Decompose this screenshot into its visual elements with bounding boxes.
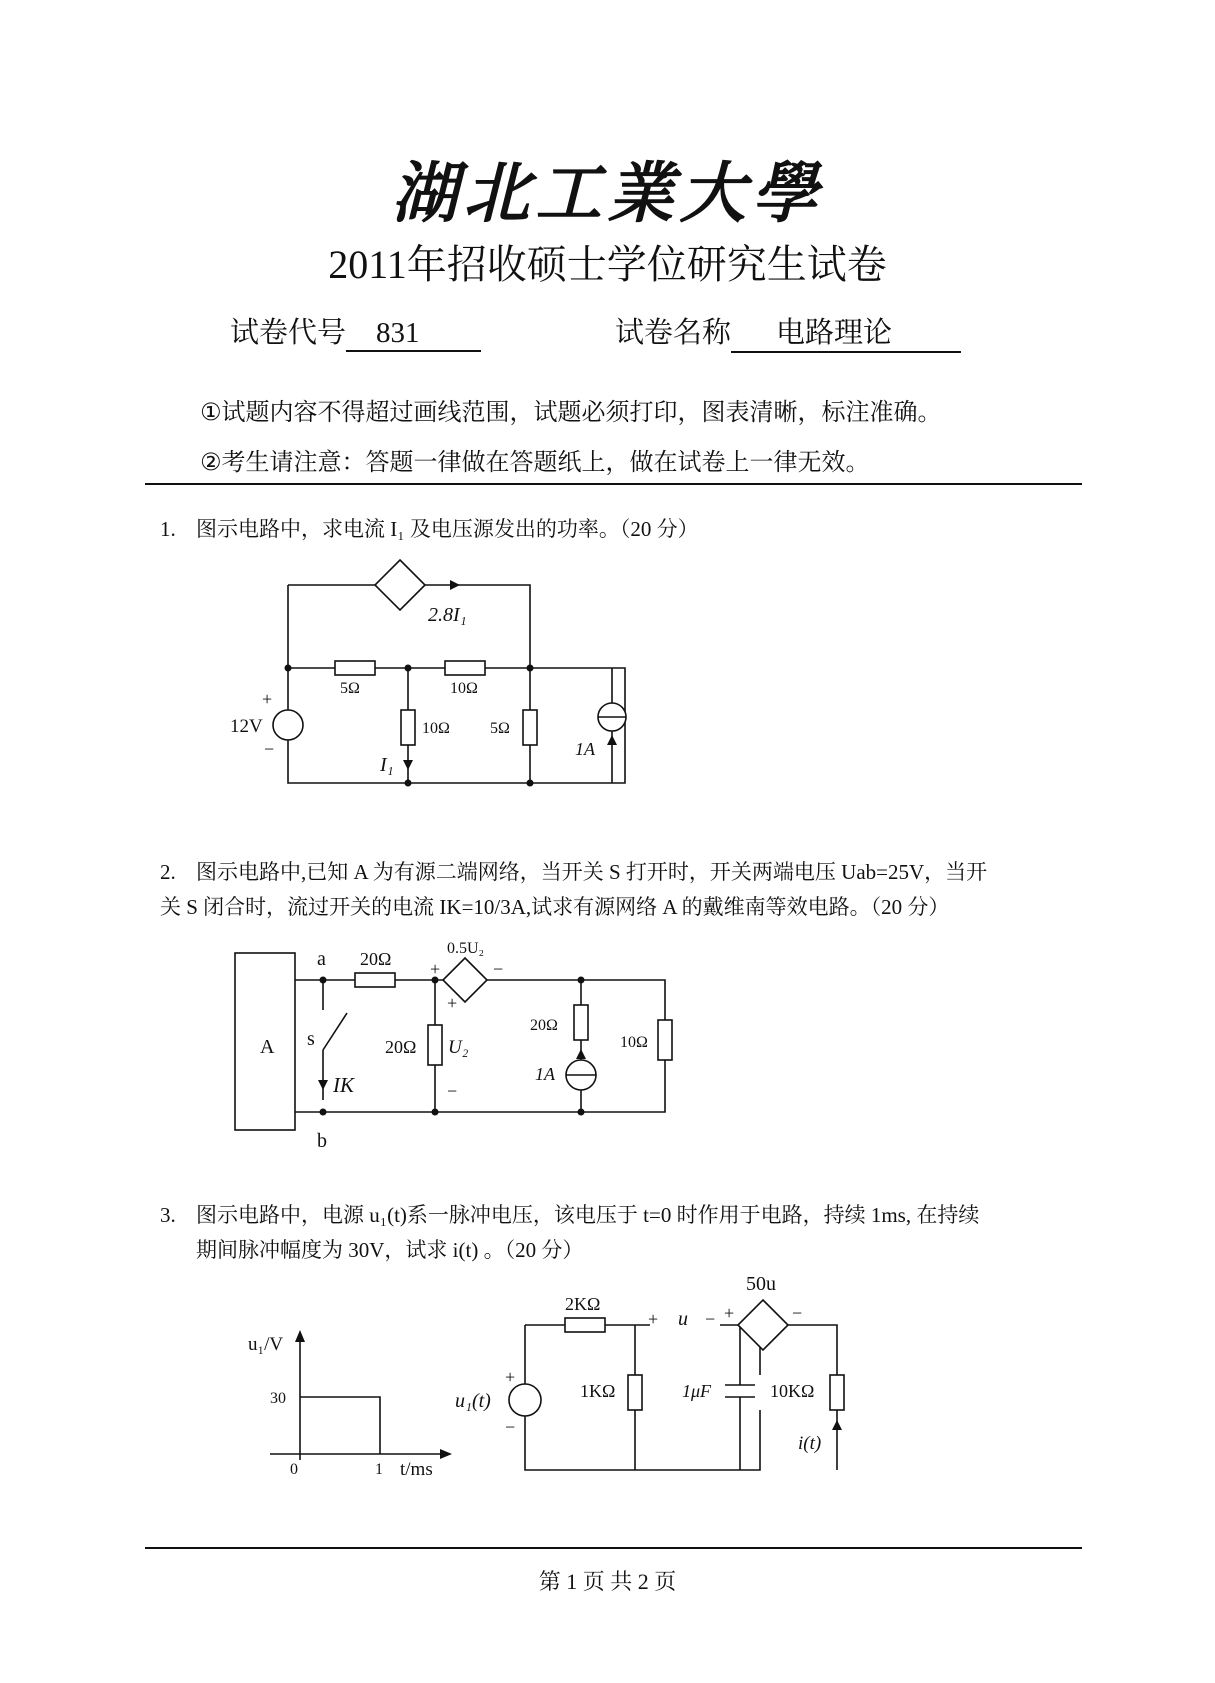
dep-plus-sign: +	[724, 1303, 735, 1323]
arrow-up-icon	[607, 735, 617, 745]
resistor-20ohm-u2	[428, 1025, 442, 1065]
dependent-voltage-source-3	[738, 1300, 788, 1350]
question-1	[160, 512, 1080, 547]
resistor-20ohm-u2-label: 20Ω	[385, 1037, 417, 1057]
resistor-10k	[830, 1375, 844, 1410]
resistor-1k-label: 1KΩ	[580, 1381, 616, 1401]
question-2	[160, 855, 1080, 925]
exam-code-value: 831	[376, 317, 420, 349]
graph-y-tick-label: 30	[270, 1390, 286, 1407]
dep-source-label: 2.8I₁	[428, 604, 467, 626]
resistor-2k-label: 2KΩ	[565, 1294, 601, 1314]
exam-code	[230, 310, 481, 352]
voltage-u2-label: U₂	[448, 1037, 469, 1058]
network-a-label: A	[260, 1036, 275, 1058]
current-label: i(t)	[798, 1433, 822, 1454]
resistor-20ohm-top-label: 20Ω	[360, 949, 392, 969]
question-3-text-line2: 期间脉冲幅度为 30V，试求 i(t) 。（20 分）	[196, 1238, 584, 1262]
graph-y-axis-label: u₁/V	[248, 1334, 284, 1355]
dep-minus-sign: −	[493, 959, 504, 979]
exam-name-label: 试卷名称	[615, 317, 732, 349]
question-1-number: 1.	[160, 517, 176, 541]
resistor-5ohm-left	[335, 661, 375, 675]
resistor-20ohm-inner-label: 20Ω	[530, 1017, 558, 1034]
resistor-10ohm-vertical	[401, 710, 415, 745]
switch-s	[323, 1013, 347, 1050]
exam-title: 2011年招收硕士学位研究生试卷	[328, 242, 887, 287]
pulse-waveform	[300, 1397, 380, 1454]
resistor-20ohm-inner	[574, 1005, 588, 1040]
dep-minus-sign: −	[792, 1303, 803, 1323]
voltage-source-label: 12V	[230, 716, 263, 737]
resistor-20ohm-top	[355, 973, 395, 987]
current-source-label: 1A	[575, 739, 595, 759]
arrow-up-icon	[832, 1420, 842, 1430]
exam-name	[615, 310, 961, 353]
question-3	[160, 1198, 1080, 1268]
resistor-10ohm-right-label: 10Ω	[620, 1034, 648, 1051]
dep-plus-sign: +	[430, 959, 441, 979]
current-source-label: 1A	[535, 1064, 555, 1084]
resistor-1k	[628, 1375, 642, 1410]
arrow-down-icon	[403, 760, 413, 770]
node-a-label: a	[317, 948, 326, 970]
voltage-source-u1	[509, 1384, 541, 1416]
question-3-number: 3.	[160, 1203, 176, 1227]
arrow-up-icon	[576, 1049, 586, 1059]
notice-1: ①试题内容不得超过画线范围，试题必须打印，图表清晰，标注准确。	[200, 398, 942, 426]
source-label: u₁(t)	[455, 1390, 491, 1412]
resistor-10ohm-mid	[445, 661, 485, 675]
circuit-3	[450, 1275, 870, 1475]
minus-sign: −	[447, 1081, 458, 1101]
arrow-up-icon	[295, 1330, 305, 1342]
plus-sign: +	[447, 993, 458, 1013]
resistor-5ohm-left-label: 5Ω	[340, 680, 360, 697]
circuit-1	[200, 555, 650, 795]
switch-label: s	[307, 1028, 315, 1050]
resistor-5ohm-vertical-label: 5Ω	[490, 720, 510, 737]
resistor-10ohm-mid-label: 10Ω	[450, 680, 478, 697]
circuit-2	[225, 935, 675, 1155]
graph-x-tick-label: 1	[375, 1461, 383, 1478]
question-3-text-line1: 图示电路中，电源 u₁(t)系一脉冲电压，该电压于 t=0 时作用于电路，持续 1ms, 在持续	[196, 1203, 980, 1227]
question-2-text-line2: 关 S 闭合时，流过开关的电流 IK=10/3A,试求有源网络 A 的戴维南等效电路。（20 分）	[160, 895, 950, 919]
dependent-current-source-1	[375, 560, 425, 610]
plus-sign: +	[505, 1367, 516, 1387]
resistor-10ohm-vertical-label: 10Ω	[422, 720, 450, 737]
exam-name-value: 电路理论	[776, 317, 893, 349]
resistor-2k	[565, 1318, 605, 1332]
u-plus-sign: +	[648, 1309, 659, 1329]
resistor-10ohm-right	[658, 1020, 672, 1060]
arrow-down-icon	[318, 1080, 328, 1090]
arrow-right-icon	[450, 580, 460, 590]
current-i1-label: I₁	[380, 754, 394, 776]
pulse-graph	[240, 1320, 460, 1480]
notice-2: ②考生请注意：答题一律做在答题纸上，做在试卷上一律无效。	[200, 448, 870, 476]
current-ik-label: IK	[333, 1073, 354, 1097]
u-label: u	[678, 1308, 688, 1330]
question-2-number: 2.	[160, 860, 176, 884]
question-2-text-line1: 图示电路中,已知 A 为有源二端网络，当开关 S 打开时，开关两端电压 Uab=25V，当开	[196, 860, 988, 884]
node-b-label: b	[317, 1130, 327, 1152]
university-logo-text: 湖北工業大學	[391, 154, 824, 232]
graph-origin-label: 0	[290, 1461, 298, 1478]
voltage-source-12v	[273, 710, 303, 740]
resistor-10k-label: 10KΩ	[770, 1381, 815, 1401]
bottom-divider	[145, 1547, 1082, 1549]
u-minus-sign: −	[705, 1309, 716, 1329]
minus-sign: −	[505, 1417, 516, 1437]
question-1-text: 图示电路中，求电流 I₁ 及电压源发出的功率。（20 分）	[196, 517, 699, 541]
top-divider	[145, 483, 1082, 485]
page-footer: 第 1 页 共 2 页	[538, 1569, 677, 1594]
dep-source-label: 50u	[746, 1275, 776, 1295]
exam-code-label: 试卷代号	[230, 317, 347, 349]
resistor-5ohm-vertical	[523, 710, 537, 745]
plus-sign: +	[262, 689, 273, 709]
capacitor-label: 1μF	[682, 1381, 712, 1401]
minus-sign: −	[264, 739, 275, 759]
graph-x-axis-label: t/ms	[400, 1459, 433, 1480]
dep-source-label: 0.5U₂	[447, 940, 485, 957]
